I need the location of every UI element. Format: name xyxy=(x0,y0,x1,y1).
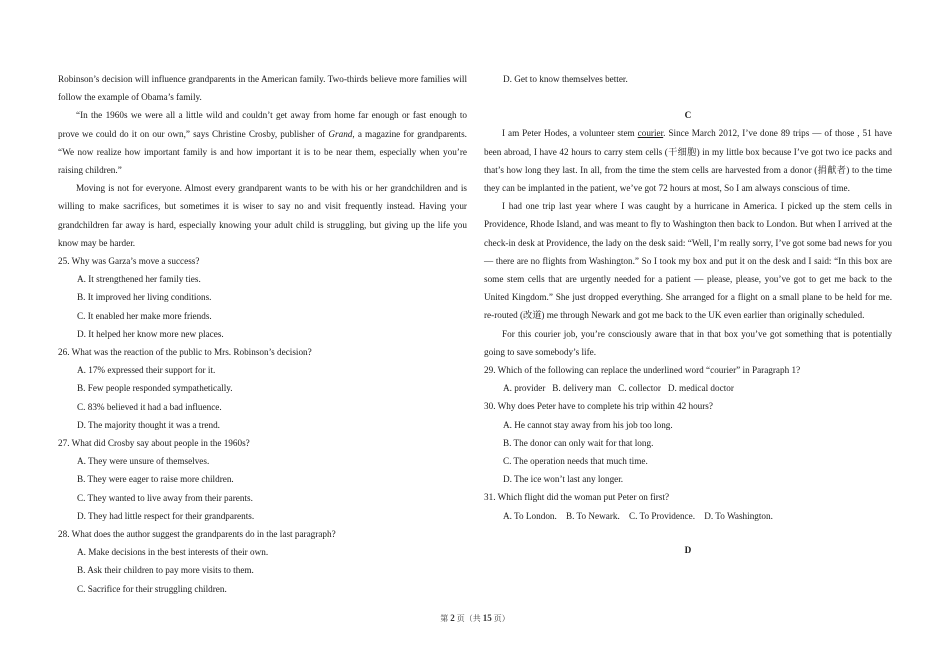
page-footer xyxy=(0,613,950,624)
option: B. Ask their children to pay more visits to them. xyxy=(77,565,254,576)
option: C. It enabled her make more friends. xyxy=(77,310,212,321)
question-text: 26. What was the reaction of the public to Mrs. Robinson’s decision? xyxy=(58,347,312,358)
option: B. Few people responded sympathetically. xyxy=(77,383,233,394)
option: A. They were unsure of themselves. xyxy=(77,456,210,467)
option: B. They were eager to raise more children. xyxy=(77,474,234,485)
option: D. Get to know themselves better. xyxy=(503,74,628,84)
question-28 xyxy=(58,525,467,598)
question-text: 29. Which of the following can replace the underlined word “courier” in Paragraph 1? xyxy=(484,365,801,376)
passage-c-paragraph: For this courier job, you’re consciously aware that in that box you’ve got something that is potentially going to save somebody’s life. xyxy=(484,328,892,357)
paragraph-text: . Since March 2012, I’ve done 89 trips — of those , 51 have been abroad, I have 42 hours to carry stem cells (干细胞) in my little box because I’ve got two ice packs and that’s how long they last. In all, from the time the stem cells are harvested from a donor (捐献者) to the time they can be implanted in the patient, we’ve got 72 hours at most, So I am always conscious of time. xyxy=(484,128,893,194)
option: C. They wanted to live away from their parents. xyxy=(77,492,253,503)
passage-c-paragraph xyxy=(484,124,892,197)
option: B. The donor can only wait for that long. xyxy=(503,437,654,448)
option: D. It helped her know more new places. xyxy=(77,328,224,339)
paragraph-text: , a magazine for grandparents. “We now realize how important family is and how important it is to be near them, especially when you’re raising children.” xyxy=(58,128,467,176)
option: A. Make decisions in the best interests of their own. xyxy=(77,547,269,558)
passage-b-paragraph: Robinson’s decision will influence grandparents in the American family. Two-thirds believe more families will follow the example of Obama’s family. xyxy=(58,74,467,103)
option: B. It improved her living conditions. xyxy=(77,292,212,303)
option: D. The majority thought it was a trend. xyxy=(77,419,220,430)
total-pages: 15 xyxy=(482,613,492,623)
question-text: 27. What did Crosby say about people in the 1960s? xyxy=(58,438,250,449)
options-row: A. To London. B. To Newark. C. To Providence. D. To Washington. xyxy=(503,510,773,521)
option: C. Sacrifice for their struggling children. xyxy=(77,583,227,594)
left-column xyxy=(58,70,467,598)
footer-text: 页（共 xyxy=(456,614,481,623)
page-number: 2 xyxy=(450,613,455,623)
option: A. 17% expressed their support for it. xyxy=(77,365,216,376)
underlined-word: courier xyxy=(637,128,664,139)
section-heading-c: C xyxy=(684,110,692,121)
option: A. He cannot stay away from his job too long. xyxy=(503,419,673,430)
right-column xyxy=(484,70,892,559)
question-29 xyxy=(484,361,892,397)
question-27 xyxy=(58,434,467,525)
magazine-title: Grand xyxy=(328,128,353,139)
option: A. It strengthened her family ties. xyxy=(77,274,201,285)
section-heading-d: D xyxy=(684,544,692,555)
question-30 xyxy=(484,397,892,488)
option: C. 83% believed it had a bad influence. xyxy=(77,401,222,412)
footer-text: 第 xyxy=(440,614,449,623)
passage-b-paragraph xyxy=(58,106,467,179)
question-26 xyxy=(58,343,467,434)
question-25 xyxy=(58,252,467,343)
passage-c-paragraph: I had one trip last year where I was caught by a hurricane in America. I picked up the stem cells in Providence, Rhode Island, and was meant to fly to Washington then back to London. But when I arrived at the check-in desk at Providence, the lady on the desk said: “Well, I’m really sorry, I’ve got some bad news for you — there are no flights from Washington.” So I took my box and put it on the desk and I said: “In this box are some stem cells that are urgently needed for a patient — please, please, you’ve got to get me back to the United Kingdom.” She just dropped everything. She arranged for a flight on a small plane to be held for me. re-routed (改道) me through Newark and got me back to the UK even earlier than originally scheduled. xyxy=(484,201,892,321)
paragraph-text: I am Peter Hodes, a volunteer stem xyxy=(502,128,638,139)
question-text: 30. Why does Peter have to complete his trip within 42 hours? xyxy=(484,401,713,412)
options-row: A. provider B. delivery man C. collector D. medical doctor xyxy=(503,383,734,394)
question-text: 28. What does the author suggest the grandparents do in the last paragraph? xyxy=(58,529,336,540)
question-text: 25. Why was Garza’s move a success? xyxy=(58,256,200,267)
option: D. The ice won’t last any longer. xyxy=(503,474,624,485)
footer-text: 页） xyxy=(493,614,510,623)
passage-b-paragraph: Moving is not for everyone. Almost every grandparent wants to be with his or her grandchildren and is willing to make sacrifices, but sometimes it is wiser to say no and visit frequently instead. Having your grandchildren far away is hard, especially knowing your adult child is struggling, but giving up the life you know may be harder. xyxy=(58,183,467,248)
question-text: 31. Which flight did the woman put Peter on first? xyxy=(484,492,670,503)
option: C. The operation needs that much time. xyxy=(503,456,648,467)
option: D. They had little respect for their grandparents. xyxy=(77,510,255,521)
question-31 xyxy=(484,488,892,524)
paragraph-text: “In the 1960s we were all a little wild and couldn’t get away from home far enough or fast enough to prove we could do it on our own,” says Christine Crosby, publisher of xyxy=(58,110,467,139)
